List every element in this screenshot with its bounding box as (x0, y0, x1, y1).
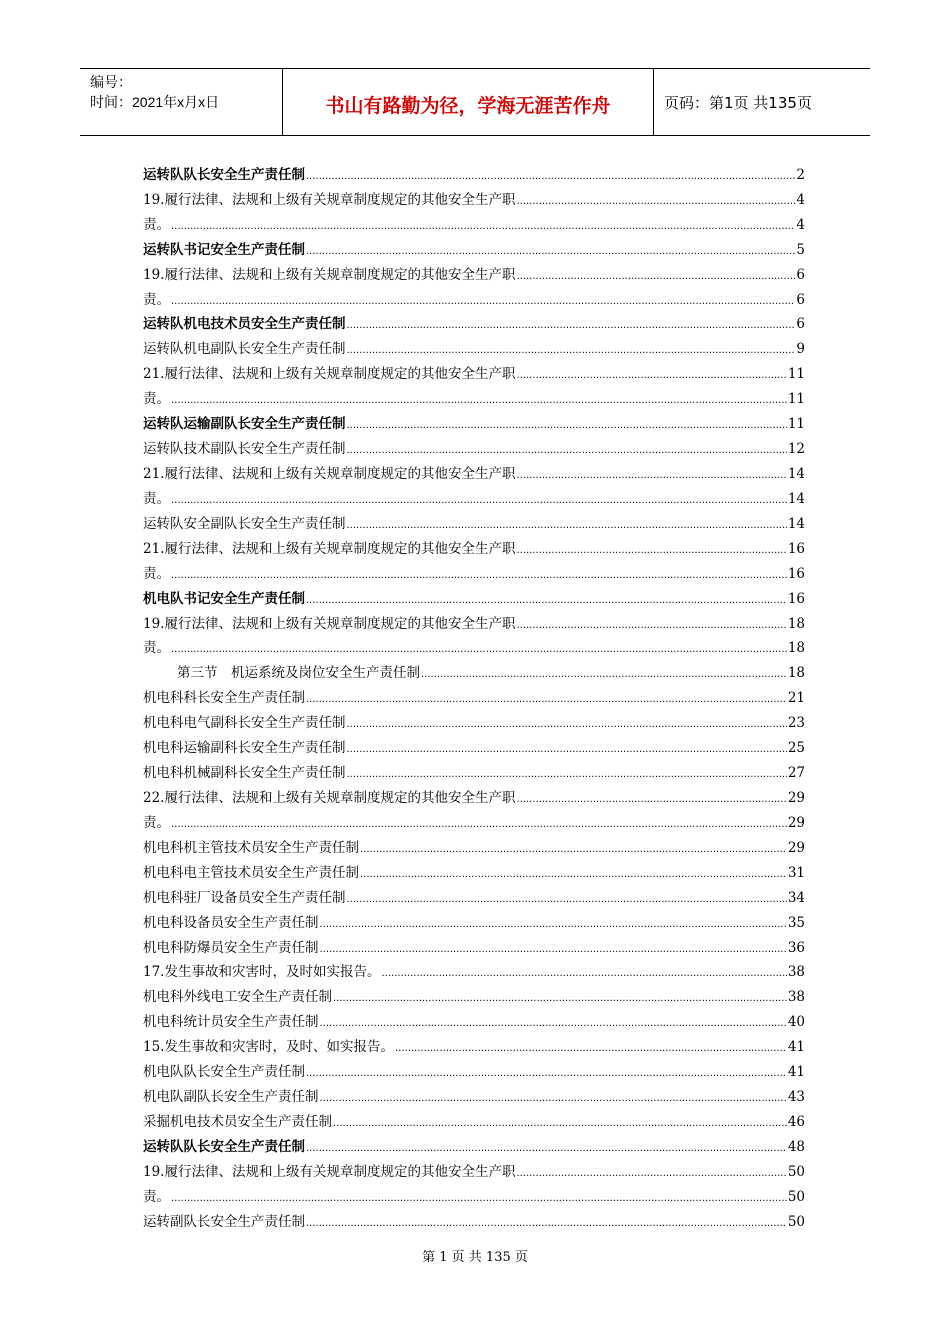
toc-entry[interactable] (143, 407, 805, 432)
toc-entry[interactable] (143, 706, 805, 731)
toc-entry-page-number: 40 (787, 1014, 805, 1031)
toc-leader-dots (347, 316, 796, 332)
toc-leader-dots (333, 1114, 787, 1130)
toc-entry[interactable] (143, 1005, 805, 1030)
toc-leader-dots (347, 890, 787, 906)
toc-entry-page-number: 35 (787, 914, 805, 931)
toc-entry-title: 责。 (143, 291, 170, 308)
toc-entry[interactable] (143, 980, 805, 1005)
toc-entry-title: 运转副队长安全生产责任制 (143, 1213, 305, 1230)
toc-entry[interactable] (143, 931, 805, 956)
toc-entry-title: 采掘机电技术员安全生产责任制 (143, 1113, 332, 1130)
toc-entry-page-number: 14 (787, 490, 805, 507)
toc-entry[interactable] (143, 856, 805, 881)
toc-entry-page-number: 11 (787, 366, 805, 383)
toc-entry-title: 21.履行法律、法规和上级有关规章制度规定的其他安全生产职 (143, 366, 516, 383)
toc-leader-dots (320, 1089, 787, 1105)
toc-entry[interactable] (143, 1155, 805, 1180)
toc-entry-title: 21.履行法律、法规和上级有关规章制度规定的其他安全生产职 (143, 540, 516, 557)
toc-entry-title: 运转队队长安全生产责任制 (143, 166, 305, 183)
toc-entry[interactable] (143, 607, 805, 632)
toc-entry-page-number: 41 (787, 1064, 805, 1081)
toc-leader-dots (171, 815, 787, 831)
toc-leader-dots (306, 167, 795, 183)
toc-entry[interactable] (143, 881, 805, 906)
toc-leader-dots (171, 491, 787, 507)
toc-entry-page-number: 2 (796, 166, 805, 183)
toc-entry[interactable] (143, 382, 805, 407)
toc-entry-page-number: 38 (787, 989, 805, 1006)
toc-entry-page-number: 31 (787, 864, 805, 881)
toc-entry-title: 机电科驻厂设备员安全生产责任制 (143, 889, 346, 906)
toc-entry-title: 19.履行法律、法规和上级有关规章制度规定的其他安全生产职 (143, 615, 516, 632)
toc-leader-dots (171, 1189, 787, 1205)
toc-entry-page-number: 34 (787, 889, 805, 906)
toc-entry[interactable] (143, 208, 805, 233)
toc-entry-page-number: 25 (787, 740, 805, 757)
toc-entry[interactable] (143, 283, 805, 308)
toc-entry[interactable] (143, 806, 805, 831)
toc-entry[interactable] (143, 457, 805, 482)
toc-entry[interactable] (143, 482, 805, 507)
toc-entry-title: 15.发生事故和灾害时，及时、如实报告。 (143, 1039, 394, 1056)
page-footer: 第 1 页 共 135 页 (422, 1250, 528, 1265)
toc-entry-title: 运转队书记安全生产责任制 (143, 241, 305, 258)
toc-entry-page-number: 4 (796, 191, 805, 208)
toc-leader-dots (306, 242, 795, 258)
toc-entry[interactable] (143, 1205, 805, 1230)
toc-entry-page-number: 48 (787, 1138, 805, 1155)
toc-entry-page-number: 6 (796, 291, 805, 308)
toc-entry[interactable] (143, 332, 805, 357)
toc-leader-dots (395, 1039, 787, 1055)
toc-entry-title: 19.履行法律、法规和上级有关规章制度规定的其他安全生产职 (143, 191, 516, 208)
toc-entry[interactable] (143, 781, 805, 806)
toc-entry-title: 运转队机电技术员安全生产责任制 (143, 316, 346, 333)
toc-entry-page-number: 14 (787, 515, 805, 532)
toc-entry-page-number: 16 (787, 590, 805, 607)
toc-entry-page-number: 29 (787, 839, 805, 856)
document-number-label: 编号： (90, 74, 132, 90)
toc-entry-title: 17.发生事故和灾害时，及时如实报告。 (143, 964, 381, 981)
toc-entry-title: 责。 (143, 216, 170, 233)
toc-leader-dots (171, 217, 795, 233)
toc-entry-page-number: 21 (787, 690, 805, 707)
toc-entry-title: 责。 (143, 640, 170, 657)
toc-leader-dots (171, 391, 787, 407)
toc-entry[interactable] (143, 831, 805, 856)
toc-entry-title: 22.履行法律、法规和上级有关规章制度规定的其他安全生产职 (143, 789, 516, 806)
toc-leader-dots (516, 366, 786, 382)
toc-entry-title: 机电队副队长安全生产责任制 (143, 1089, 319, 1106)
toc-leader-dots (171, 640, 787, 656)
toc-leader-dots (306, 690, 787, 706)
toc-entry-title: 运转队运输副队长安全生产责任制 (143, 416, 346, 433)
toc-entry[interactable] (143, 731, 805, 756)
toc-entry[interactable] (143, 158, 805, 183)
toc-entry-title: 运转队安全副队长安全生产责任制 (143, 515, 346, 532)
toc-leader-dots (516, 466, 786, 482)
toc-entry[interactable] (143, 183, 805, 208)
toc-entry[interactable] (143, 656, 805, 681)
toc-leader-dots (347, 516, 787, 532)
toc-entry-page-number: 50 (787, 1163, 805, 1180)
toc-entry-page-number: 18 (787, 640, 805, 657)
toc-entry-page-number: 41 (787, 1039, 805, 1056)
toc-leader-dots (516, 267, 795, 283)
toc-entry[interactable] (143, 582, 805, 607)
toc-entry[interactable] (143, 1030, 805, 1055)
toc-entry-page-number: 4 (796, 216, 805, 233)
toc-entry-page-number: 11 (787, 416, 805, 433)
toc-leader-dots (306, 1214, 787, 1230)
header-meta (80, 69, 282, 135)
toc-entry-title: 运转队技术副队长安全生产责任制 (143, 441, 346, 458)
toc-leader-dots (171, 292, 795, 308)
toc-entry-title: 运转队机电副队长安全生产责任制 (143, 341, 346, 358)
toc-leader-dots (347, 740, 787, 756)
toc-leader-dots (320, 915, 787, 931)
toc-entry-page-number: 16 (787, 540, 805, 557)
toc-entry-page-number: 6 (796, 266, 805, 283)
toc-entry[interactable] (143, 233, 805, 258)
toc-entry-title: 机电科机械副科长安全生产责任制 (143, 765, 346, 782)
toc-entry-title: 机电科防爆员安全生产责任制 (143, 939, 319, 956)
toc-entry-title: 19.履行法律、法规和上级有关规章制度规定的其他安全生产职 (143, 266, 516, 283)
toc-leader-dots (347, 441, 787, 457)
toc-entry-page-number: 29 (787, 814, 805, 831)
toc-leader-dots (360, 840, 787, 856)
toc-entry-title: 机电队队长安全生产责任制 (143, 1064, 305, 1081)
toc-entry-title: 责。 (143, 490, 170, 507)
toc-entry-title: 运转队队长安全生产责任制 (143, 1138, 305, 1155)
toc-entry-page-number: 29 (787, 789, 805, 806)
toc-entry[interactable] (143, 532, 805, 557)
toc-entry-page-number: 38 (787, 964, 805, 981)
toc-leader-dots (347, 715, 787, 731)
toc-entry-page-number: 12 (787, 441, 805, 458)
toc-entry-title: 机电科运输副科长安全生产责任制 (143, 740, 346, 757)
toc-entry-page-number: 50 (787, 1213, 805, 1230)
toc-entry-title: 责。 (143, 391, 170, 408)
toc-leader-dots (333, 989, 787, 1005)
toc-entry[interactable] (143, 906, 805, 931)
toc-entry[interactable] (143, 956, 805, 981)
toc-entry[interactable] (143, 1055, 805, 1080)
toc-leader-dots (347, 341, 796, 357)
toc-entry-title: 责。 (143, 814, 170, 831)
toc-entry[interactable] (143, 632, 805, 657)
toc-entry[interactable] (143, 1180, 805, 1205)
toc-entry-page-number: 9 (796, 341, 805, 358)
toc-entry-page-number: 27 (787, 765, 805, 782)
toc-leader-dots (320, 940, 787, 956)
toc-leader-dots (306, 1064, 787, 1080)
toc-leader-dots (516, 790, 786, 806)
toc-entry[interactable] (143, 357, 805, 382)
toc-entry[interactable] (143, 308, 805, 333)
toc-entry[interactable] (143, 258, 805, 283)
toc-entry-page-number: 43 (787, 1089, 805, 1106)
toc-entry-page-number: 46 (787, 1113, 805, 1130)
toc-entry-title: 机电科科长安全生产责任制 (143, 690, 305, 707)
toc-entry-title: 机电科统计员安全生产责任制 (143, 1014, 319, 1031)
header-motto: 书山有路勤为径，学海无涯苦作舟 (282, 69, 654, 135)
toc-entry[interactable] (143, 681, 805, 706)
toc-entry-page-number: 23 (787, 715, 805, 732)
toc-leader-dots (347, 416, 787, 432)
toc-entry-title: 21.履行法律、法规和上级有关规章制度规定的其他安全生产职 (143, 465, 516, 482)
toc-entry-title: 19.履行法律、法规和上级有关规章制度规定的其他安全生产职 (143, 1163, 516, 1180)
table-of-contents (143, 158, 805, 1230)
toc-entry-title: 第三节 机运系统及岗位安全生产责任制 (177, 665, 420, 682)
header-page-info: 页码：第1页 共135页 (664, 93, 812, 112)
toc-leader-dots (421, 665, 787, 681)
toc-entry[interactable] (143, 756, 805, 781)
toc-entry-page-number: 50 (787, 1188, 805, 1205)
toc-leader-dots (306, 591, 787, 607)
toc-entry[interactable] (143, 1080, 805, 1105)
toc-entry-page-number: 14 (787, 465, 805, 482)
toc-entry-title: 机电科电气副科长安全生产责任制 (143, 715, 346, 732)
toc-leader-dots (320, 1014, 787, 1030)
toc-leader-dots (516, 616, 786, 632)
toc-leader-dots (516, 1164, 786, 1180)
toc-entry[interactable] (143, 1105, 805, 1130)
toc-entry-page-number: 5 (796, 241, 805, 258)
toc-entry-page-number: 36 (787, 939, 805, 956)
toc-entry[interactable] (143, 432, 805, 457)
toc-entry-title: 机电科机主管技术员安全生产责任制 (143, 839, 359, 856)
toc-leader-dots (360, 865, 787, 881)
toc-entry-title: 责。 (143, 565, 170, 582)
toc-leader-dots (516, 192, 795, 208)
toc-entry-title: 责。 (143, 1188, 170, 1205)
toc-leader-dots (381, 964, 786, 980)
toc-leader-dots (516, 541, 786, 557)
toc-entry-page-number: 16 (787, 565, 805, 582)
toc-entry-page-number: 18 (787, 615, 805, 632)
toc-entry-page-number: 18 (787, 665, 805, 682)
toc-entry[interactable] (143, 507, 805, 532)
toc-leader-dots (306, 1139, 787, 1155)
toc-entry[interactable] (143, 1130, 805, 1155)
page-header (80, 68, 870, 136)
toc-entry-page-number: 6 (796, 316, 805, 333)
toc-entry-title: 机电科电主管技术员安全生产责任制 (143, 864, 359, 881)
toc-entry-page-number: 11 (787, 391, 805, 408)
toc-entry-title: 机电科外线电工安全生产责任制 (143, 989, 332, 1006)
document-date: 时间：2021年x月x日 (90, 94, 220, 110)
toc-entry-title: 机电队书记安全生产责任制 (143, 590, 305, 607)
toc-entry-title: 机电科设备员安全生产责任制 (143, 914, 319, 931)
toc-leader-dots (171, 566, 787, 582)
toc-entry[interactable] (143, 557, 805, 582)
toc-leader-dots (347, 765, 787, 781)
